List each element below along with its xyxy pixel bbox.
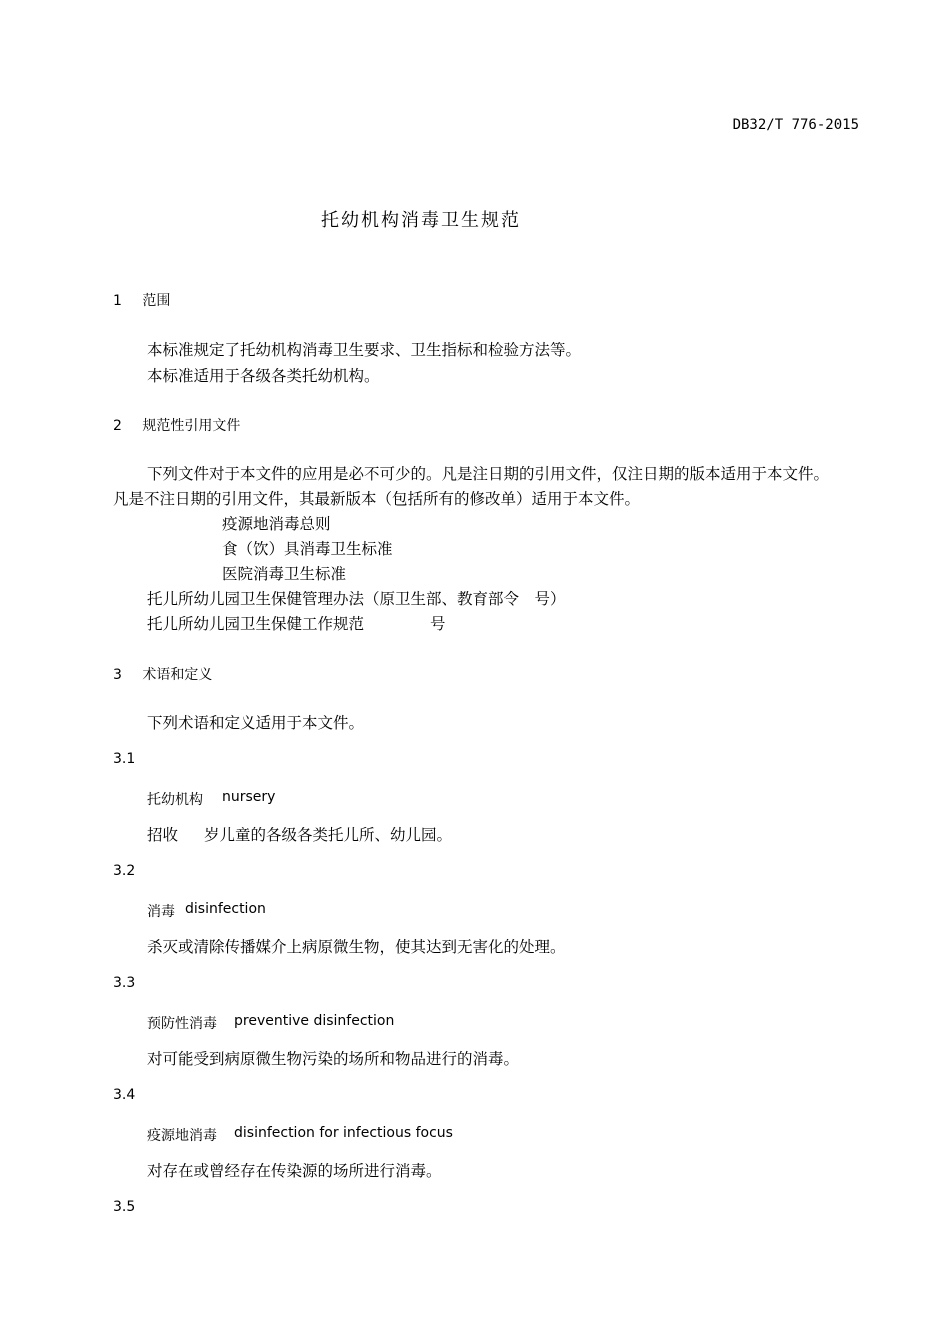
- paragraph: 凡是不注日期的引用文件，其最新版本（包括所有的修改单）适用于本文件。: [113, 490, 641, 508]
- term-zh: 预防性消毒: [147, 1016, 217, 1032]
- section-title: 规范性引用文件: [142, 418, 241, 434]
- subsection-number: 3.2: [113, 863, 136, 879]
- reference-item: 托儿所幼儿园卫生保健工作规范 号: [147, 615, 446, 633]
- reference-item: 食（饮）具消毒卫生标准: [222, 540, 393, 558]
- section-number: 1: [113, 293, 122, 309]
- subsection-number: 3.4: [113, 1087, 136, 1103]
- section-number: 2: [113, 418, 122, 434]
- section-3-heading: [113, 664, 212, 684]
- term-definition: 对存在或曾经存在传染源的场所进行消毒。: [147, 1162, 442, 1180]
- paragraph: 下列术语和定义适用于本文件。: [147, 714, 365, 732]
- section-title: 术语和定义: [142, 667, 213, 683]
- paragraph: 下列文件对于本文件的应用是必不可少的。凡是注日期的引用文件，仅注日期的版本适用于本文件。: [147, 465, 830, 483]
- subsection-number: 3.5: [113, 1199, 136, 1215]
- term-zh: 消毒: [147, 904, 175, 920]
- term-en: preventive disinfection: [234, 1013, 395, 1029]
- term-definition: 杀灭或清除传播媒介上病原微生物，使其达到无害化的处理。: [147, 938, 566, 956]
- reference-item: 医院消毒卫生标准: [222, 565, 347, 583]
- subsection-number: 3.3: [113, 975, 136, 991]
- section-number: 3: [113, 667, 122, 683]
- reference-item: 托儿所幼儿园卫生保健管理办法（原卫生部、教育部令 号）: [147, 590, 566, 608]
- doc-code: DB32/T 776-2015: [732, 117, 859, 133]
- section-title: 范围: [142, 293, 171, 309]
- paragraph: 本标准适用于各级各类托幼机构。: [147, 367, 380, 385]
- section-2-heading: [113, 415, 240, 435]
- reference-item: 疫源地消毒总则: [222, 515, 331, 533]
- term-zh: 疫源地消毒: [147, 1128, 217, 1144]
- term-en: nursery: [222, 789, 276, 805]
- term-en: disinfection for infectious focus: [234, 1125, 453, 1141]
- page-title: 托幼机构消毒卫生规范: [321, 210, 521, 231]
- term-definition: 对可能受到病原微生物污染的场所和物品进行的消毒。: [147, 1050, 520, 1068]
- term-en: disinfection: [185, 901, 266, 917]
- term-definition: 招收 岁儿童的各级各类托儿所、幼儿园。: [147, 826, 453, 844]
- section-1-heading: [113, 290, 170, 310]
- term-zh: 托幼机构: [147, 792, 203, 808]
- paragraph: 本标准规定了托幼机构消毒卫生要求、卫生指标和检验方法等。: [147, 341, 582, 359]
- subsection-number: 3.1: [113, 751, 136, 767]
